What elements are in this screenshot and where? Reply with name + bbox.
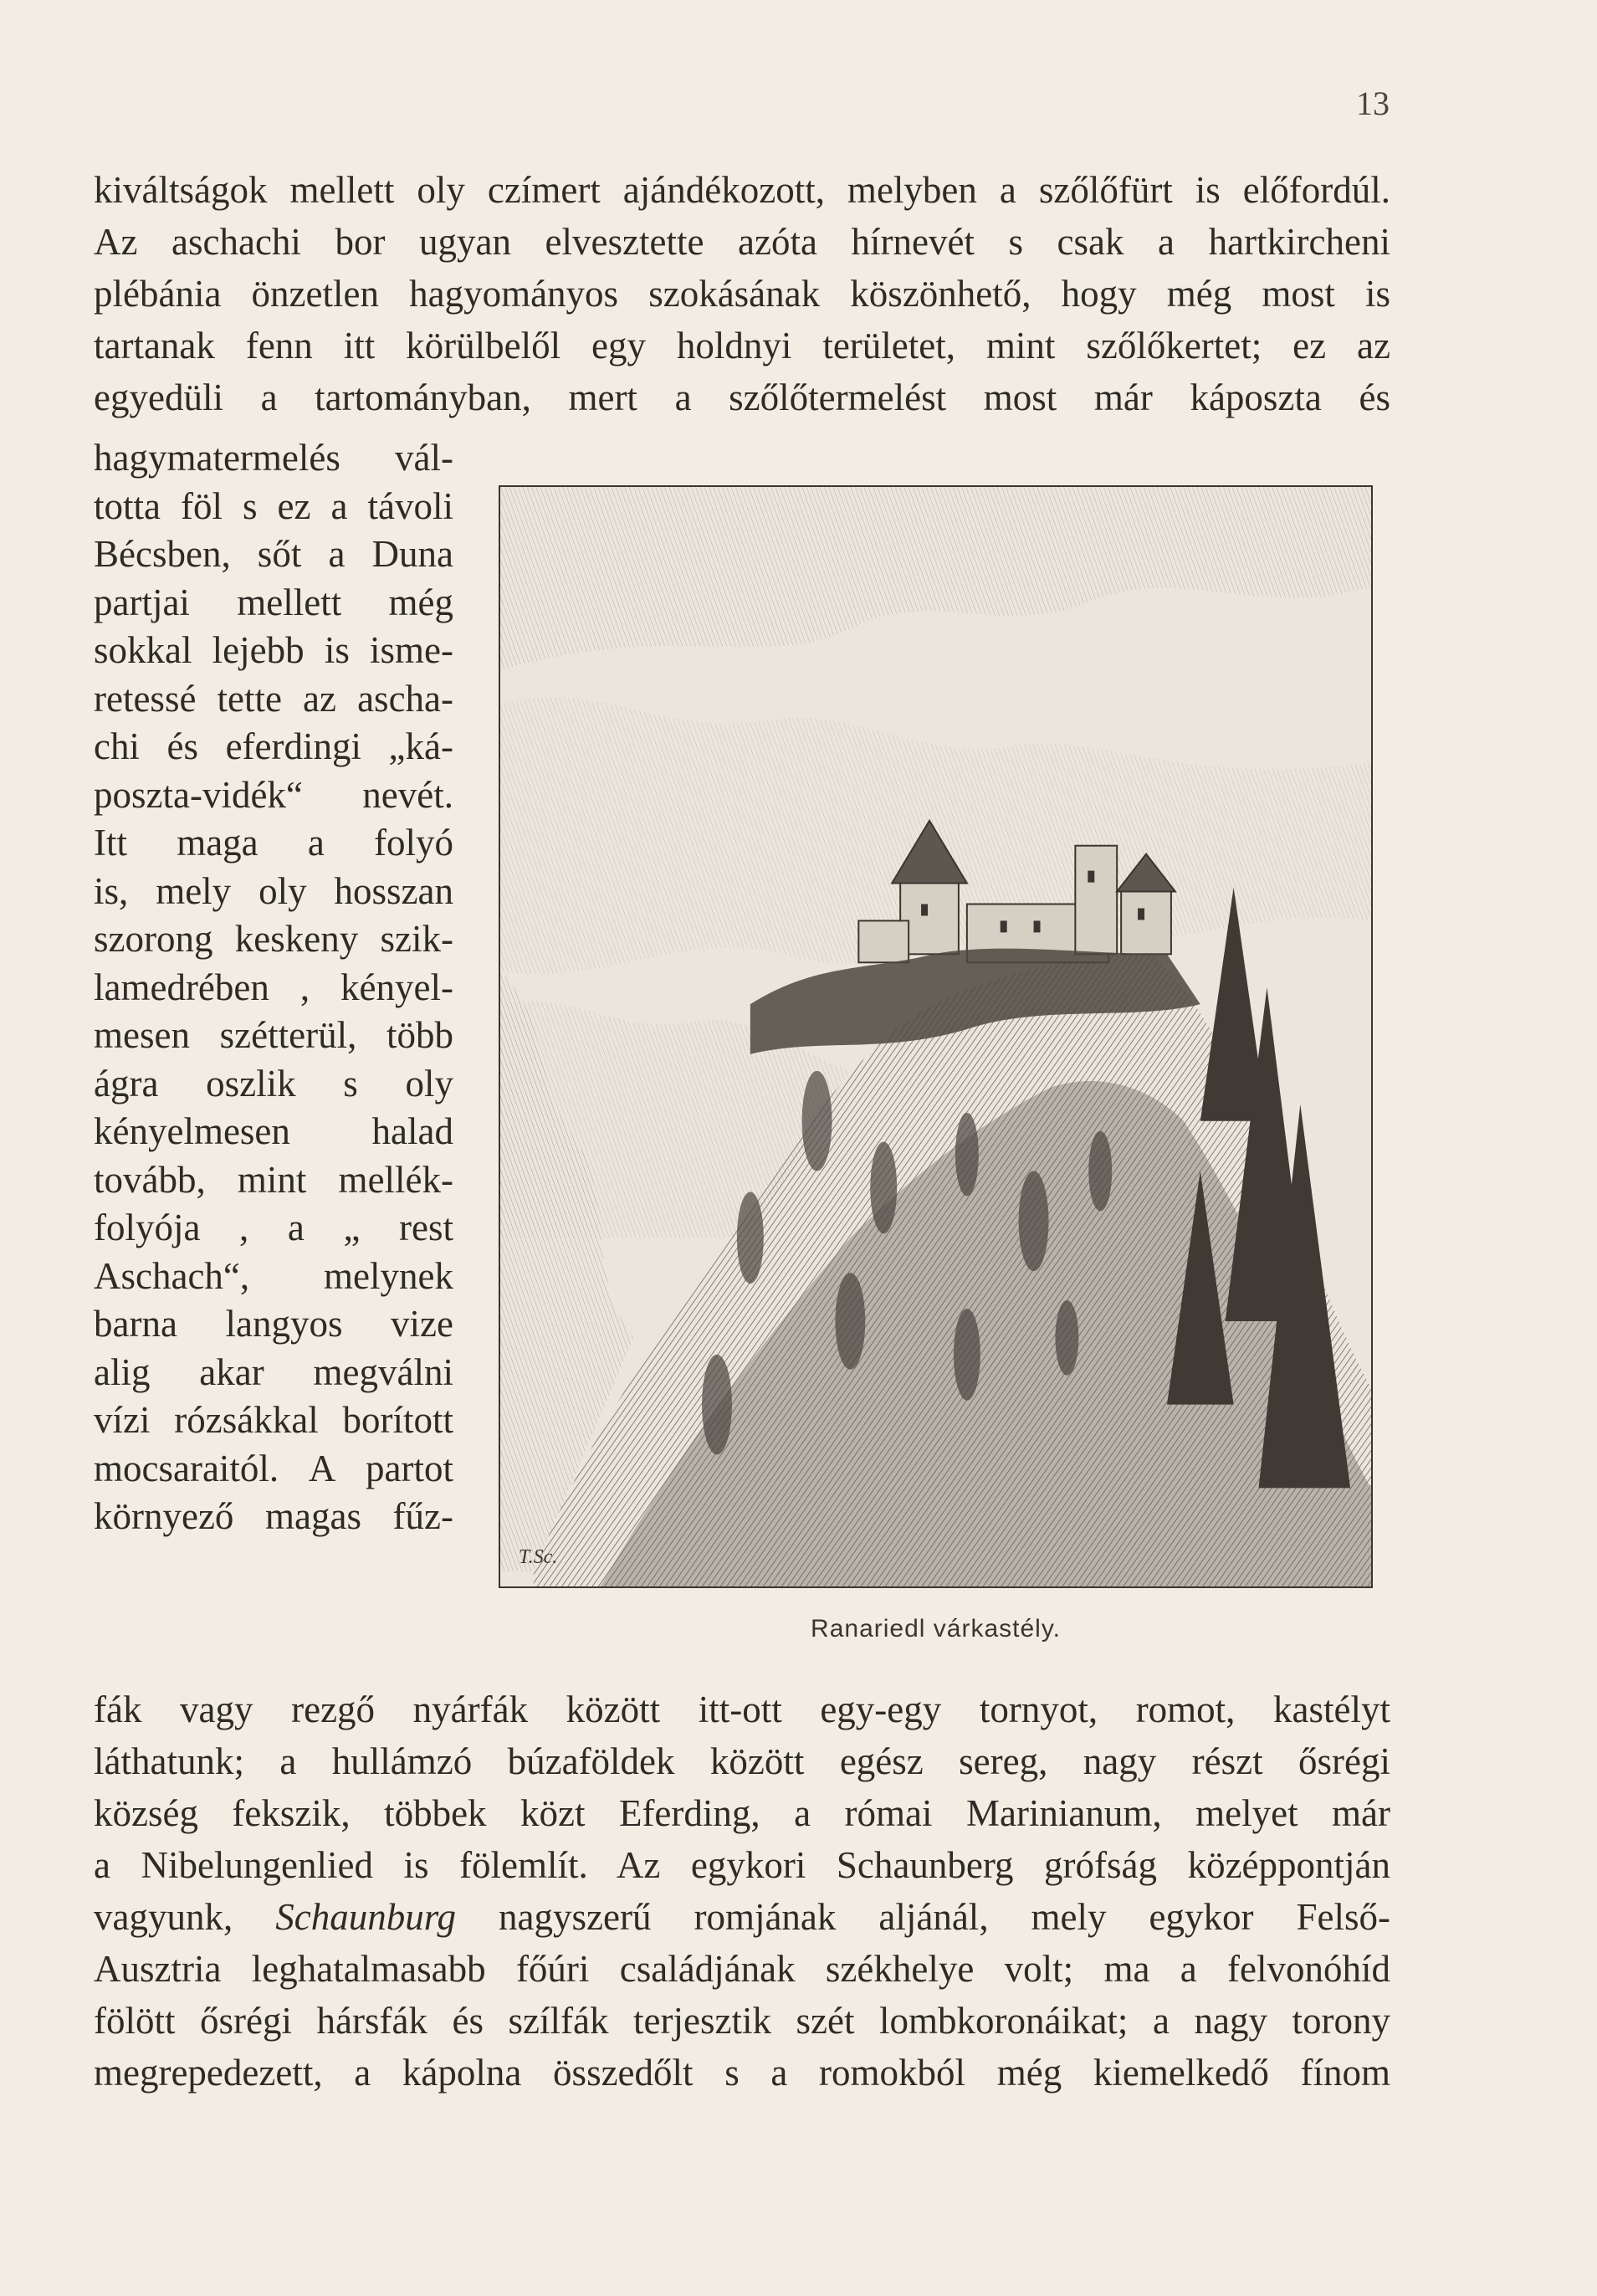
text-segment-before: vagyunk,	[94, 1896, 276, 1938]
narrow-line-1: hagymatermelés vál-	[94, 437, 453, 479]
narrow-line-11: szorong keskeny szik-	[94, 918, 453, 960]
narrow-line-12: lamedrében , kényel-	[94, 966, 453, 1008]
illustrator-signature: T.Sc.	[519, 1546, 558, 1568]
narrow-line-4: partjai mellett még	[94, 582, 453, 623]
text-line-top-4: tartanak fenn itt körülbelől egy holdnyi területet, mint szőlőkertet; ez az	[94, 325, 1390, 366]
narrow-line-9: Itt maga a folyó	[94, 822, 453, 864]
narrow-line-19: barna langyos vize	[94, 1303, 453, 1345]
text-line-top-5: egyedüli a tartományban, mert a szőlőtermelést most már káposzta és	[94, 377, 1390, 418]
text-line-top-3: plébánia önzetlen hagyományos szokásának köszönhető, hogy még most is	[94, 273, 1390, 315]
narrow-line-17: folyója , a „ rest	[94, 1207, 453, 1248]
text-line-bottom-7: fölött ősrégi hársfák és szílfák terjesztik szét lombkoronáikat; a nagy torony	[94, 2000, 1390, 2042]
narrow-line-23: környező magas fűz-	[94, 1495, 453, 1537]
narrow-line-22: mocsaraitól. A partot	[94, 1448, 453, 1489]
text-line-bottom-6: Ausztria leghatalmasabb főúri családjának székhelye volt; ma a felvonóhíd	[94, 1948, 1390, 1990]
narrow-line-7: chi és eferdingi „ká-	[94, 725, 453, 767]
page-number: 13	[1356, 85, 1390, 122]
text-line-bottom-4: a Nibelungenlied is fölemlít. Az egykori Schaunberg grófság középpontján	[94, 1844, 1390, 1886]
narrow-line-14: ágra oszlik s oly	[94, 1063, 453, 1104]
text-line-bottom-8: megrepedezett, a kápolna összedőlt s a romokból még kiemelkedő fínom	[94, 2052, 1390, 2094]
narrow-line-16: tovább, mint mellék-	[94, 1159, 453, 1201]
text-segment-after: nagyszerű romjának aljánál, mely egykor Felső-	[456, 1896, 1390, 1938]
narrow-line-8: poszta-vidék“ nevét.	[94, 774, 453, 816]
castle-engraving-image	[500, 487, 1371, 1586]
figure-caption: Ranariedl várkastély.	[811, 1615, 1061, 1643]
text-line-top-1: kiváltságok mellett oly czímert ajándékozott, melyben a szőlőfürt is előfordúl.	[94, 169, 1390, 211]
narrow-line-18: Aschach“, melynek	[94, 1255, 453, 1297]
narrow-line-10: is, mely oly hosszan	[94, 870, 453, 912]
text-line-top-2: Az aschachi bor ugyan elvesztette azóta hírnevét s csak a hartkircheni	[94, 221, 1390, 263]
text-line-bottom-2: láthatunk; a hullámzó búzaföldek között egész sereg, nagy részt ősrégi	[94, 1740, 1390, 1782]
narrow-line-3: Bécsben, sőt a Duna	[94, 533, 453, 575]
narrow-line-2: totta föl s ez a távoli	[94, 485, 453, 527]
italic-place-name: Schaunburg	[275, 1896, 457, 1938]
narrow-line-5: sokkal lejebb is isme-	[94, 629, 453, 671]
text-line-bottom-3: község fekszik, többek közt Eferding, a római Marinianum, melyet már	[94, 1792, 1390, 1834]
narrow-line-15: kényelmesen halad	[94, 1110, 453, 1152]
narrow-line-21: vízi rózsákkal borított	[94, 1399, 453, 1441]
castle-illustration	[499, 485, 1373, 1588]
narrow-line-20: alig akar megválni	[94, 1351, 453, 1393]
text-line-bottom-5	[94, 1891, 1390, 1944]
text-line-bottom-1: fák vagy rezgő nyárfák között itt-ott egy-egy tornyot, romot, kastélyt	[94, 1689, 1390, 1730]
narrow-line-6: retessé tette az ascha-	[94, 678, 453, 720]
narrow-line-13: mesen szétterül, több	[94, 1014, 453, 1056]
